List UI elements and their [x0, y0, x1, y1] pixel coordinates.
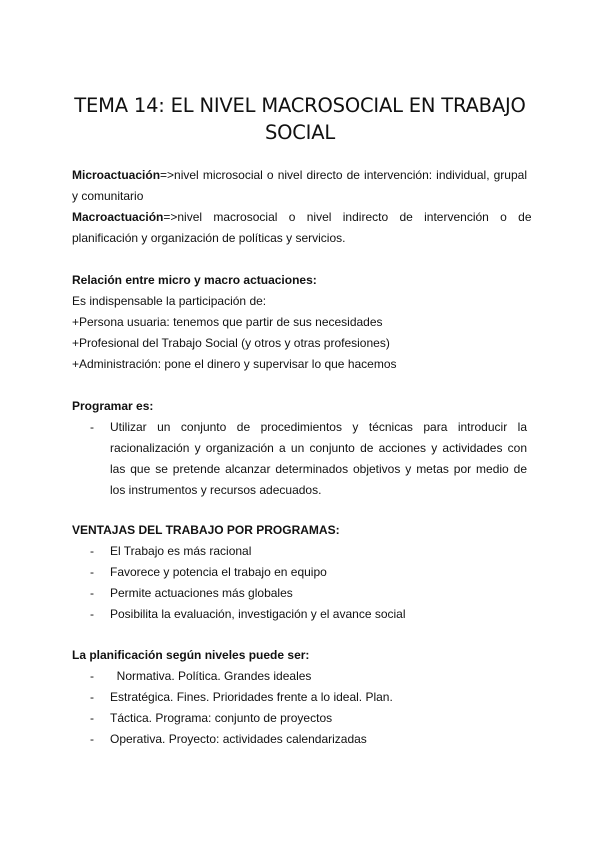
programar-line: Utilizar un conjunto de procedimientos y técnicas para introducir la [110, 420, 527, 434]
ventajas-section [72, 520, 527, 625]
planificacion-list [72, 666, 527, 750]
ventajas-item [72, 583, 527, 604]
dash-bullet: - [90, 711, 94, 725]
planificacion-item-text: Normativa. Política. Grandes ideales [110, 669, 312, 683]
ventajas-item [72, 562, 527, 583]
programar-section [72, 396, 527, 501]
planificacion-item [72, 708, 527, 729]
programar-line: racionalización y organización a un conjunto de acciones y actividades con [110, 441, 527, 455]
micro-term: Microactuación [72, 168, 161, 182]
ventajas-item-text: Permite actuaciones más globales [110, 586, 293, 600]
programar-heading: Programar es: [72, 399, 154, 413]
relation-item: +Administración: pone el dinero y supervisar lo que hacemos [72, 357, 397, 371]
macro-text-1: =>nivel macrosocial o nivel indirecto de intervención o de [163, 210, 532, 224]
ventajas-item [72, 541, 527, 562]
dash-bullet: - [90, 565, 94, 579]
relation-item: +Profesional del Trabajo Social (y otros y otras profesiones) [72, 336, 390, 350]
planificacion-heading: La planificación según niveles puede ser: [72, 648, 310, 662]
macro-definition-line-1 [72, 207, 532, 228]
dash-bullet: - [90, 669, 94, 683]
programar-line: los instrumentos y recursos adecuados. [110, 483, 322, 497]
programar-item [72, 417, 527, 501]
dash-bullet: - [90, 544, 94, 558]
micro-text-1: =>nivel microsocial o nivel directo de intervención: individual, grupal [160, 168, 527, 182]
programar-line: las que se pretende alcanzar determinados objetivos y metas por medio de [110, 462, 527, 476]
macro-definition-line-2: planificación y organización de políticas y servicios. [72, 231, 346, 245]
micro-definition-line-1 [72, 165, 527, 186]
dash-bullet: - [90, 732, 94, 746]
relation-item: +Persona usuaria: tenemos que partir de sus necesidades [72, 315, 383, 329]
ventajas-item-text: Posibilita la evaluación, investigación y el avance social [110, 607, 406, 621]
dash-bullet: - [90, 690, 94, 704]
planificacion-item [72, 729, 527, 750]
dash-bullet: - [90, 607, 94, 621]
ventajas-item-text: El Trabajo es más racional [110, 544, 252, 558]
planificacion-item-text: Estratégica. Fines. Prioridades frente a lo ideal. Plan. [110, 690, 393, 704]
definitions-section [72, 165, 532, 249]
ventajas-list [72, 541, 527, 625]
planificacion-item-text: Táctica. Programa: conjunto de proyectos [110, 711, 333, 725]
macro-term: Macroactuación [72, 210, 164, 224]
ventajas-item [72, 604, 527, 625]
planificacion-item [72, 687, 527, 708]
planificacion-section [72, 645, 527, 750]
ventajas-item-text: Favorece y potencia el trabajo en equipo [110, 565, 327, 579]
relation-section [72, 270, 527, 375]
dash-bullet: - [90, 420, 94, 434]
dash-bullet: - [90, 586, 94, 600]
ventajas-heading: VENTAJAS DEL TRABAJO POR PROGRAMAS: [72, 523, 340, 537]
micro-definition-line-2: y comunitario [72, 189, 144, 203]
relation-heading: Relación entre micro y macro actuaciones: [72, 273, 317, 287]
planificacion-item-text: Operativa. Proyecto: actividades calendarizadas [110, 732, 367, 746]
programar-list [72, 417, 527, 501]
relation-intro: Es indispensable la participación de: [72, 294, 267, 308]
page-title: TEMA 14: EL NIVEL MACROSOCIAL EN TRABAJO SOCIAL [74, 94, 526, 144]
planificacion-item [72, 666, 527, 687]
